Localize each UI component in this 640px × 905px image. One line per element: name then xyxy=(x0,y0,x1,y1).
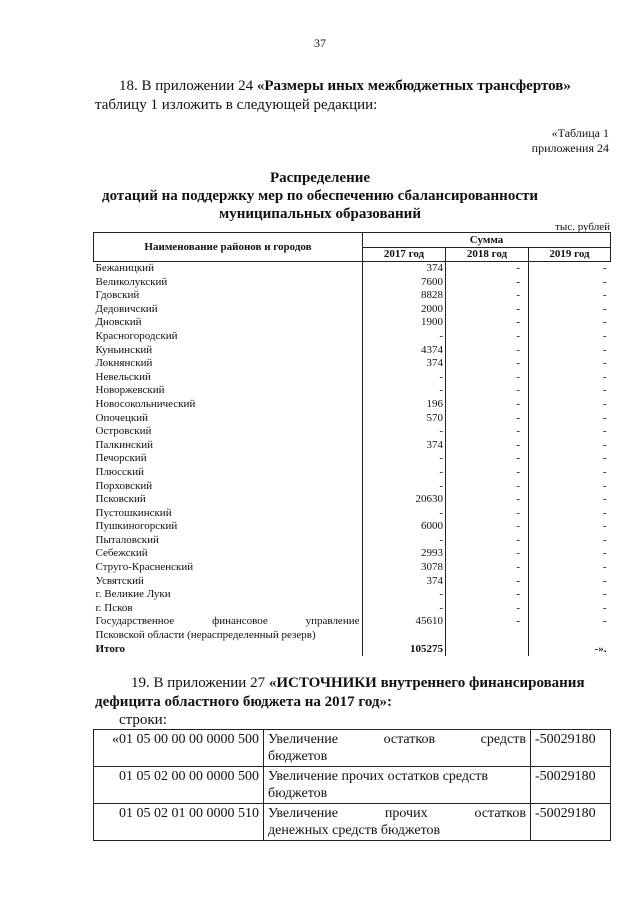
value-2019: - xyxy=(529,425,611,439)
district-name: Островский xyxy=(95,425,152,438)
district-name: Бежаницкий xyxy=(95,262,154,274)
table-row xyxy=(94,330,611,344)
value-2019: - xyxy=(529,520,611,534)
table-row xyxy=(94,371,611,385)
source-description xyxy=(264,804,531,841)
district-name: Усвятский xyxy=(95,574,144,587)
source-description xyxy=(264,730,531,767)
district-name: Невельский xyxy=(95,370,151,383)
table-row xyxy=(94,493,611,507)
gov-word: Государственное xyxy=(95,615,175,628)
district-name: Красногородский xyxy=(95,329,178,342)
subsidy-table xyxy=(93,232,611,656)
empty-cell xyxy=(529,629,611,643)
district-name: Куньинский xyxy=(95,343,153,356)
value-2017: 2993 xyxy=(363,547,446,561)
description-word: остатков xyxy=(383,732,436,747)
value-2019: - xyxy=(529,384,611,398)
item19-prefix: 19. В приложении 27 xyxy=(131,675,269,691)
item18-line1 xyxy=(119,78,571,95)
total-label: Итого xyxy=(95,642,126,655)
item18-line2: таблицу 1 изложить в следующей редакции: xyxy=(95,97,378,113)
value-2019: - xyxy=(529,615,611,629)
table-row xyxy=(94,412,611,426)
item19-line3: строки: xyxy=(119,712,167,728)
value-2017: 196 xyxy=(363,398,446,412)
value-2019: - xyxy=(529,303,611,317)
header-2018: 2018 год xyxy=(446,248,529,262)
value-2017: 2000 xyxy=(363,303,446,317)
value-2017: 7600 xyxy=(363,276,446,290)
table-row xyxy=(94,534,611,548)
value-2017: - xyxy=(363,452,446,466)
value-2019: - xyxy=(529,507,611,521)
table-row xyxy=(94,398,611,412)
value-2019: - xyxy=(529,289,611,303)
total-2018 xyxy=(446,643,529,657)
table-row xyxy=(94,547,611,561)
table-row xyxy=(94,507,611,521)
value-2017: - xyxy=(363,466,446,480)
value-2019: - xyxy=(529,561,611,575)
district-name: г. Великие Луки xyxy=(95,588,171,601)
item19-line2: дефицита областного бюджета на 2017 год»: xyxy=(95,694,392,710)
district-name: Пыталовский xyxy=(95,533,159,546)
table-row xyxy=(94,466,611,480)
value-2018: - xyxy=(446,357,529,371)
value-2019: - xyxy=(529,276,611,290)
district-name: Новоржевский xyxy=(95,384,165,397)
district-name: Локнянский xyxy=(95,357,153,370)
district-name: Порховский xyxy=(95,479,153,492)
value-2019: - xyxy=(529,466,611,480)
description-line2: бюджетов xyxy=(268,749,328,764)
table-row xyxy=(94,303,611,317)
value-2018: - xyxy=(446,384,529,398)
value-2019: - xyxy=(529,493,611,507)
item19-line1 xyxy=(131,675,585,692)
value-2017: - xyxy=(363,425,446,439)
table-title-line2: дотаций на поддержку мер по обеспечению сбалансированности xyxy=(101,188,538,204)
value-2018: - xyxy=(446,602,529,616)
table-row xyxy=(94,357,611,371)
value-2019: - xyxy=(529,480,611,494)
budget-code: «01 05 00 00 00 0000 500 xyxy=(94,730,264,767)
source-description xyxy=(264,767,531,804)
value-2017: 374 xyxy=(363,262,446,276)
table-title xyxy=(0,169,640,223)
table-title-line1: Распределение xyxy=(269,170,371,186)
value-2019: - xyxy=(529,439,611,453)
item18-title: «Размеры иных межбюджетных трансфертов» xyxy=(256,78,571,94)
gov-name-line1 xyxy=(96,615,360,629)
value-2017: 6000 xyxy=(363,520,446,534)
value-2017: - xyxy=(363,507,446,521)
district-name: Псковский xyxy=(95,493,146,506)
page-number: 37 xyxy=(314,36,326,50)
value-2018: - xyxy=(446,344,529,358)
value-2019: - xyxy=(529,452,611,466)
table-row xyxy=(94,262,611,276)
gov-name xyxy=(94,615,363,629)
table-row xyxy=(94,480,611,494)
amount: -50029180 xyxy=(531,804,611,841)
district-name: г. Псков xyxy=(95,601,133,614)
total-2017: 105275 xyxy=(363,643,446,657)
value-2017: 8828 xyxy=(363,289,446,303)
table-row xyxy=(94,344,611,358)
value-2018: - xyxy=(446,561,529,575)
district-name: Великолукский xyxy=(95,275,168,288)
budget-code: 01 05 02 01 00 0000 510 xyxy=(94,804,264,841)
description-word: Увеличение прочих остатков средств xyxy=(268,769,489,784)
value-2017: - xyxy=(363,480,446,494)
value-2017: - xyxy=(363,588,446,602)
value-2018: - xyxy=(446,398,529,412)
description-line2: денежных средств бюджетов xyxy=(268,823,441,838)
table-note-line1: «Таблица 1 xyxy=(551,126,609,140)
gov-row xyxy=(94,615,611,629)
table-row xyxy=(94,289,611,303)
value-2017: 45610 xyxy=(363,615,446,629)
value-2019: - xyxy=(529,412,611,426)
sources-table xyxy=(93,729,611,841)
value-2017: 570 xyxy=(363,412,446,426)
value-2017: - xyxy=(363,330,446,344)
subsidy-table-body xyxy=(94,262,611,657)
table-note xyxy=(532,126,609,156)
district-name: Пушкиногорский xyxy=(95,520,178,533)
value-2017: - xyxy=(363,602,446,616)
value-2017: 374 xyxy=(363,357,446,371)
value-2018: - xyxy=(446,507,529,521)
budget-code: 01 05 02 00 00 0000 500 xyxy=(94,767,264,804)
value-2018: - xyxy=(446,520,529,534)
description-line1 xyxy=(268,731,526,748)
district-name: Дедовичский xyxy=(95,302,158,315)
value-2019: - xyxy=(529,262,611,276)
header-2019: 2019 год xyxy=(529,248,611,262)
value-2018: - xyxy=(446,289,529,303)
value-2018: - xyxy=(446,439,529,453)
table-row xyxy=(94,602,611,616)
table-row xyxy=(94,425,611,439)
table-note-line2: приложения 24 xyxy=(531,141,609,155)
value-2018: - xyxy=(446,276,529,290)
value-2018: - xyxy=(446,575,529,589)
value-2018: - xyxy=(446,480,529,494)
value-2019: - xyxy=(529,330,611,344)
table-row xyxy=(94,575,611,589)
gov-word: управление xyxy=(305,615,360,628)
amount: -50029180 xyxy=(531,730,611,767)
item18-prefix: 18. В приложении 24 xyxy=(119,78,257,94)
item19-title: «ИСТОЧНИКИ внутреннего финансирования xyxy=(268,675,585,691)
amount: -50029180 xyxy=(531,767,611,804)
table-row xyxy=(94,316,611,330)
value-2019: - xyxy=(529,547,611,561)
value-2018: - xyxy=(446,303,529,317)
description-line1 xyxy=(268,768,526,785)
value-2018: - xyxy=(446,615,529,629)
table-row xyxy=(94,439,611,453)
total-row xyxy=(94,643,611,657)
unit-label: тыс. рублей xyxy=(555,221,610,233)
value-2018: - xyxy=(446,452,529,466)
value-2019: - xyxy=(529,371,611,385)
value-2018: - xyxy=(446,371,529,385)
table-title-line3: муниципальных образований xyxy=(219,206,421,222)
gov-word: финансовое xyxy=(212,615,268,628)
value-2017: 1900 xyxy=(363,316,446,330)
district-name: Опочецкий xyxy=(95,411,148,424)
value-2017: - xyxy=(363,534,446,548)
value-2017: 3078 xyxy=(363,561,446,575)
value-2017: 374 xyxy=(363,439,446,453)
district-name: Новосокольнический xyxy=(95,397,196,410)
table-row xyxy=(94,561,611,575)
district-name: Пустошкинский xyxy=(95,506,172,519)
value-2018: - xyxy=(446,412,529,426)
value-2017: 4374 xyxy=(363,344,446,358)
district-name: Струго-Красненский xyxy=(95,561,194,574)
table-row xyxy=(94,384,611,398)
description-line1 xyxy=(268,805,526,822)
header-name: Наименование районов и городов xyxy=(94,233,363,262)
sources-table-body xyxy=(94,730,611,841)
district-name: Гдовский xyxy=(95,289,140,302)
value-2017: 20630 xyxy=(363,493,446,507)
value-2018: - xyxy=(446,330,529,344)
table-row xyxy=(94,520,611,534)
description-word: прочих xyxy=(384,806,428,821)
value-2019: - xyxy=(529,602,611,616)
value-2019: - xyxy=(529,588,611,602)
value-2018: - xyxy=(446,466,529,480)
district-name: Дновский xyxy=(95,316,142,329)
value-2017: - xyxy=(363,371,446,385)
district-name: Палкинский xyxy=(95,438,154,451)
value-2018: - xyxy=(446,425,529,439)
value-2018: - xyxy=(446,547,529,561)
value-2019: - xyxy=(529,357,611,371)
value-2018: - xyxy=(446,316,529,330)
source-row xyxy=(94,730,611,767)
value-2019: - xyxy=(529,344,611,358)
empty-cell xyxy=(363,629,446,643)
value-2018: - xyxy=(446,534,529,548)
district-name: Плюсский xyxy=(95,465,145,478)
source-row xyxy=(94,767,611,804)
table-row xyxy=(94,452,611,466)
value-2017: - xyxy=(363,384,446,398)
value-2019: - xyxy=(529,316,611,330)
value-2017: 374 xyxy=(363,575,446,589)
empty-cell xyxy=(446,629,529,643)
description-line2: бюджетов xyxy=(268,786,328,801)
value-2019: - xyxy=(529,398,611,412)
description-word: средств xyxy=(480,732,526,747)
table-row xyxy=(94,588,611,602)
value-2018: - xyxy=(446,588,529,602)
value-2018: - xyxy=(446,262,529,276)
gov-row-cont xyxy=(94,629,611,643)
value-2018: - xyxy=(446,493,529,507)
header-sum: Сумма xyxy=(363,233,611,248)
total-2019: -». xyxy=(529,643,611,657)
source-row xyxy=(94,804,611,841)
gov-name-line2: Псковской области (нераспределенный резерв) xyxy=(95,629,316,642)
value-2019: - xyxy=(529,534,611,548)
value-2019: - xyxy=(529,575,611,589)
description-word: Увеличение xyxy=(268,732,339,747)
description-word: Увеличение xyxy=(268,806,339,821)
description-word: остатков xyxy=(474,806,526,821)
header-2017: 2017 год xyxy=(363,248,446,262)
district-name: Себежский xyxy=(95,547,148,560)
table-row xyxy=(94,276,611,290)
district-name: Печорский xyxy=(95,452,147,465)
